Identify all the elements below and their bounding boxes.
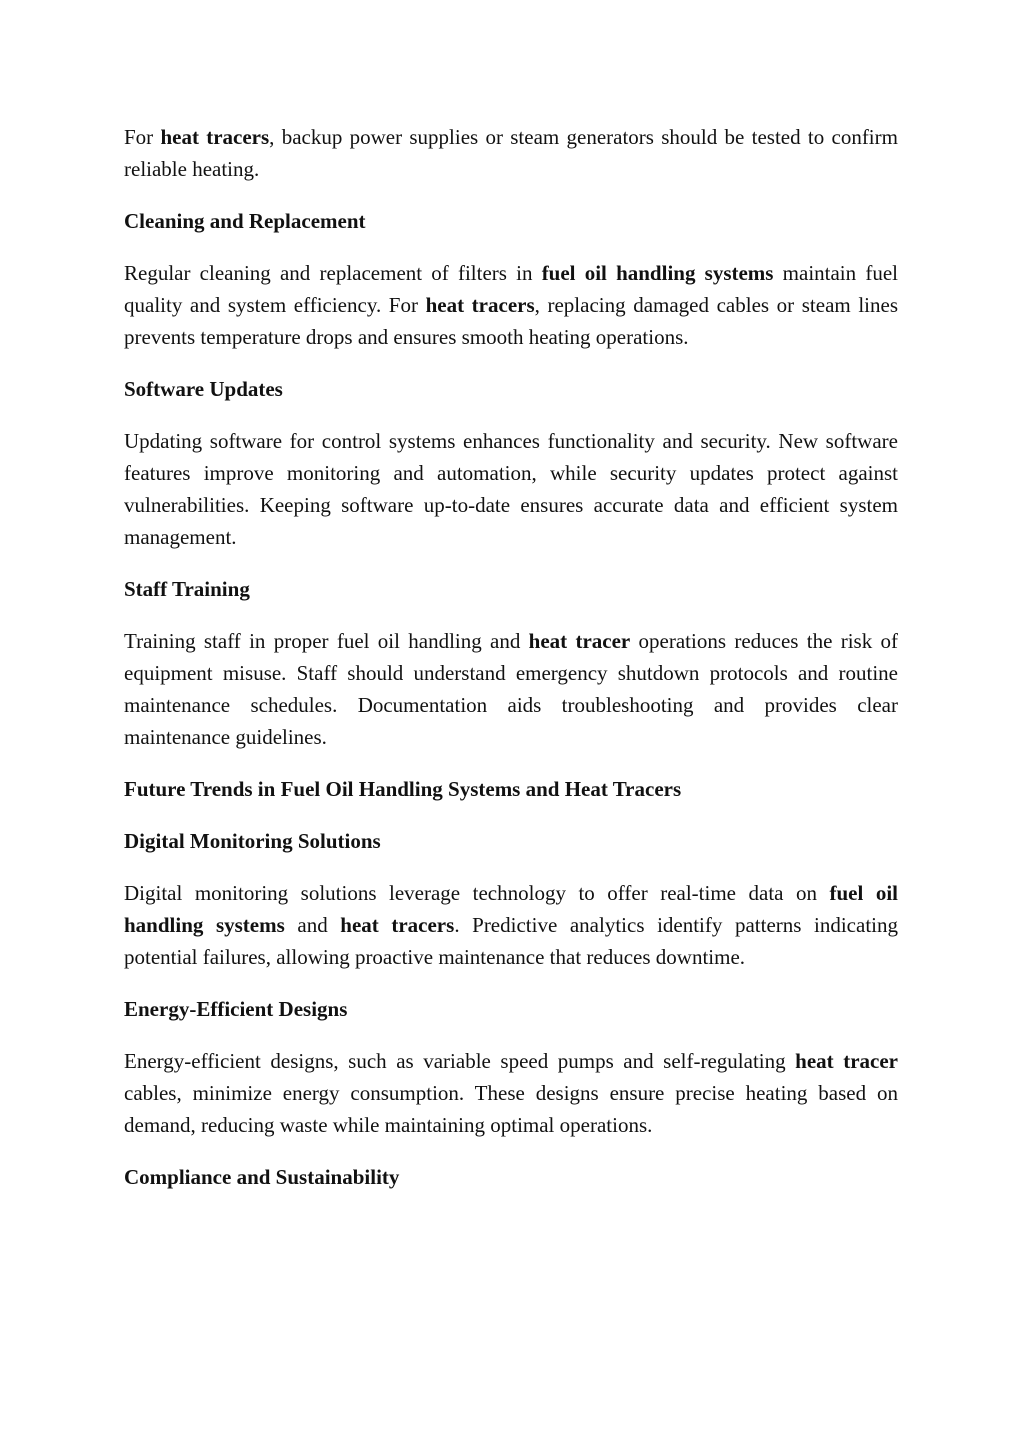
bold-term: fuel oil handling systems [124,881,899,937]
heading-software-updates: Software Updates [124,377,283,401]
heading-future-trends: Future Trends in Fuel Oil Handling Systems and Heat Tracers [124,777,682,801]
text-run: Digital monitoring solutions leverage technology to offer real-time data on [124,881,830,905]
paragraph-energy [124,1045,898,1141]
text-run: and [284,913,341,937]
text-run: Regular cleaning and replacement of filters in [124,261,542,285]
bold-term: heat tracers [425,293,535,317]
heading-staff-training: Staff Training [124,577,250,601]
text-run: maintain fuel quality and system efficiency. For [124,261,898,317]
text-run: For [124,125,161,149]
bold-term: fuel oil handling systems [541,261,774,285]
paragraph-staff [124,625,898,753]
heading-energy-efficient-designs: Energy-Efficient Designs [124,997,348,1021]
text-run: Training staff in proper fuel oil handling and [124,629,529,653]
text-run: cables, minimize energy consumption. These designs ensure precise heating based on demand, reducing waste while maintaining optimal operations. [124,1081,898,1137]
text-run: , replacing damaged cables or steam lines prevents temperature drops and ensures smooth heating operations. [124,293,898,349]
paragraph-digital [124,877,898,973]
paragraph-heat-tracers-backup [124,121,898,185]
bold-term: heat tracers [340,913,455,937]
text-run: . Predictive analytics identify patterns indicating potential failures, allowing proactive maintenance that reduces downtime. [124,913,898,969]
text-run: Energy-efficient designs, such as variable speed pumps and self-regulating [124,1049,796,1073]
heading-compliance-and-sustainability: Compliance and Sustainability [124,1165,400,1189]
paragraph-cleaning [124,257,898,353]
heading-cleaning-and-replacement: Cleaning and Replacement [124,209,366,233]
heading-digital-monitoring: Digital Monitoring Solutions [124,829,381,853]
bold-term: heat tracers [160,125,270,149]
text-run: , backup power supplies or steam generators should be tested to confirm reliable heating. [124,125,898,181]
bold-term: heat tracer [795,1049,898,1073]
paragraph-software: Updating software for control systems enhances functionality and security. New software features improve monitoring and automation, while security updates protect against vulnerabilities. Keeping software up-to-date ensures accurate data and efficient system management. [124,429,898,549]
document-page [124,121,898,1213]
bold-term: heat tracer [528,629,631,653]
text-run: operations reduces the risk of equipment misuse. Staff should understand emergency shutdown protocols and routine maintenance schedules. Documentation aids troubleshooting and provides clear maintenance guidelines. [124,629,898,749]
